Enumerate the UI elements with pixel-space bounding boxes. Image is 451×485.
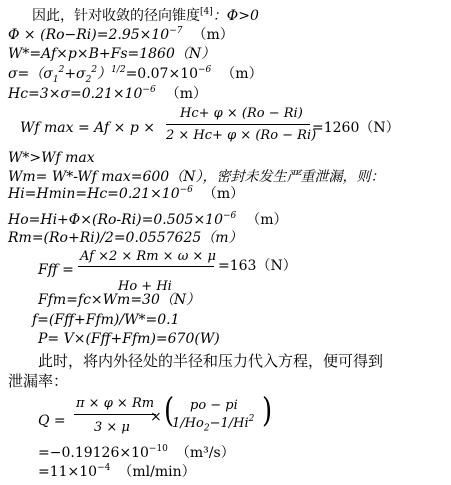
sigma-part-c: ） <box>97 66 112 82</box>
sigma-exp: −6 <box>198 65 212 75</box>
line-leak-rate-label: 泄漏率： <box>8 372 69 390</box>
wf-fraction-bar <box>166 124 310 125</box>
w-star-expr: W*=Af×p×B+Fs=1860（N） <box>8 46 216 62</box>
q-numerator: π × φ × Rm <box>76 396 155 411</box>
hi-unit: （m） <box>202 186 245 202</box>
line-w-star-gt-wf: W*>Wf max <box>8 150 95 166</box>
fff-fraction-bar <box>78 266 214 267</box>
sigma-sup-1: 2 <box>58 65 65 75</box>
line-f: f=(Fff+Ffm)/W*=0.1 <box>32 312 180 328</box>
phi-product-expr: Φ × (Ro−Ri)=2.95×10 <box>8 27 170 43</box>
sigma-value: =0.07×10 <box>125 66 199 82</box>
line-q-result-ml <box>38 464 196 480</box>
line-phi-product <box>8 27 234 43</box>
ho-exp: −6 <box>223 211 237 221</box>
line-p: P= V×(Fff+Ffm)=670(W) <box>38 331 220 347</box>
q-result-ml-value: =11×10 <box>38 464 98 480</box>
fff-denominator: Ho + Hi <box>118 279 172 294</box>
hc-expr: Hc=3×σ=0.21×10 <box>8 86 143 102</box>
line-ho <box>8 212 288 228</box>
sigma-part-b: +σ <box>64 66 86 82</box>
q-fraction-bar <box>74 414 156 415</box>
line-sigma <box>8 66 263 88</box>
q-result-m3-value: =−0.19126×10 <box>38 445 149 461</box>
sigma-unit: （m） <box>221 66 263 82</box>
hc-exp: −6 <box>142 85 156 95</box>
line-w-star <box>8 46 215 62</box>
q-inner-den-sup: 2 <box>248 414 255 424</box>
q-lhs: Q = <box>38 413 66 429</box>
line-rm: Rm=(Ro+Ri)/2=0.0557625（m） <box>8 230 243 246</box>
q-inner-den-a: 1/Ho <box>172 416 204 431</box>
wf-numerator: Hc+ φ × (Ro − Ri) <box>180 106 303 121</box>
ho-unit: （m） <box>246 212 288 228</box>
line-substitute: 此时，将内外径处的半径和压力代入方程，便可得到 <box>38 352 384 370</box>
q-inner-numerator: po − pi <box>190 398 238 413</box>
ho-expr: Ho=Hi+Φ×(Ro-Ri)=0.505×10 <box>8 212 223 228</box>
phi-condition: ：Φ>0 <box>212 8 259 24</box>
line-q-result-m3 <box>38 445 235 461</box>
fff-lhs: Fff = <box>38 262 74 278</box>
intro-text: 因此，针对收敛的径向锥度 <box>32 8 200 24</box>
sigma-part-a: σ=（σ <box>8 66 53 82</box>
q-inner-den-c: −1/Hi <box>209 416 249 431</box>
phi-product-exp: −7 <box>169 26 183 36</box>
q-result-m3-unit: （m³/s） <box>175 445 235 461</box>
sigma-sup-2: 2 <box>91 65 98 75</box>
phi-product-unit: （m） <box>192 27 234 43</box>
hi-exp: −6 <box>179 185 193 195</box>
sigma-half-exp: 1/2 <box>111 65 126 75</box>
citation-ref: [4] <box>200 7 213 17</box>
line-wm: Wm= W*-Wf max=600（N），密封未发生严重泄漏，则： <box>8 169 385 185</box>
q-left-paren: ( <box>164 391 175 431</box>
line-hc <box>8 86 207 102</box>
q-result-m3-exp: −10 <box>148 444 168 454</box>
hc-unit: （m） <box>165 86 207 102</box>
fff-rhs: =163（N） <box>218 258 297 274</box>
line-hi <box>8 186 244 202</box>
line-conclusion-intro <box>32 8 259 24</box>
wf-rhs: =1260（N） <box>312 120 400 136</box>
hi-expr: Hi=Hmin=Hc=0.21×10 <box>8 186 180 202</box>
q-denominator: 3 × μ <box>94 420 130 435</box>
q-inner-den-sub: 2 <box>203 423 210 434</box>
q-inner-denominator <box>172 416 254 437</box>
q-times: × <box>150 409 162 425</box>
fff-numerator: Af ×2 × Rm × ω × μ <box>80 249 216 264</box>
wf-lhs: Wf max = Af × p × <box>20 120 155 136</box>
sigma-sub-2: 2 <box>85 74 92 85</box>
line-ffm: Ffm=fc×Wm=30（N） <box>38 292 201 308</box>
wf-denominator: 2 × Hc+ φ × (Ro − Ri) <box>166 128 317 143</box>
q-right-paren: ) <box>262 391 273 431</box>
sigma-sub-1: 1 <box>52 74 59 85</box>
q-result-ml-exp: −4 <box>97 463 111 473</box>
q-result-ml-unit: （ml/min） <box>118 464 196 480</box>
